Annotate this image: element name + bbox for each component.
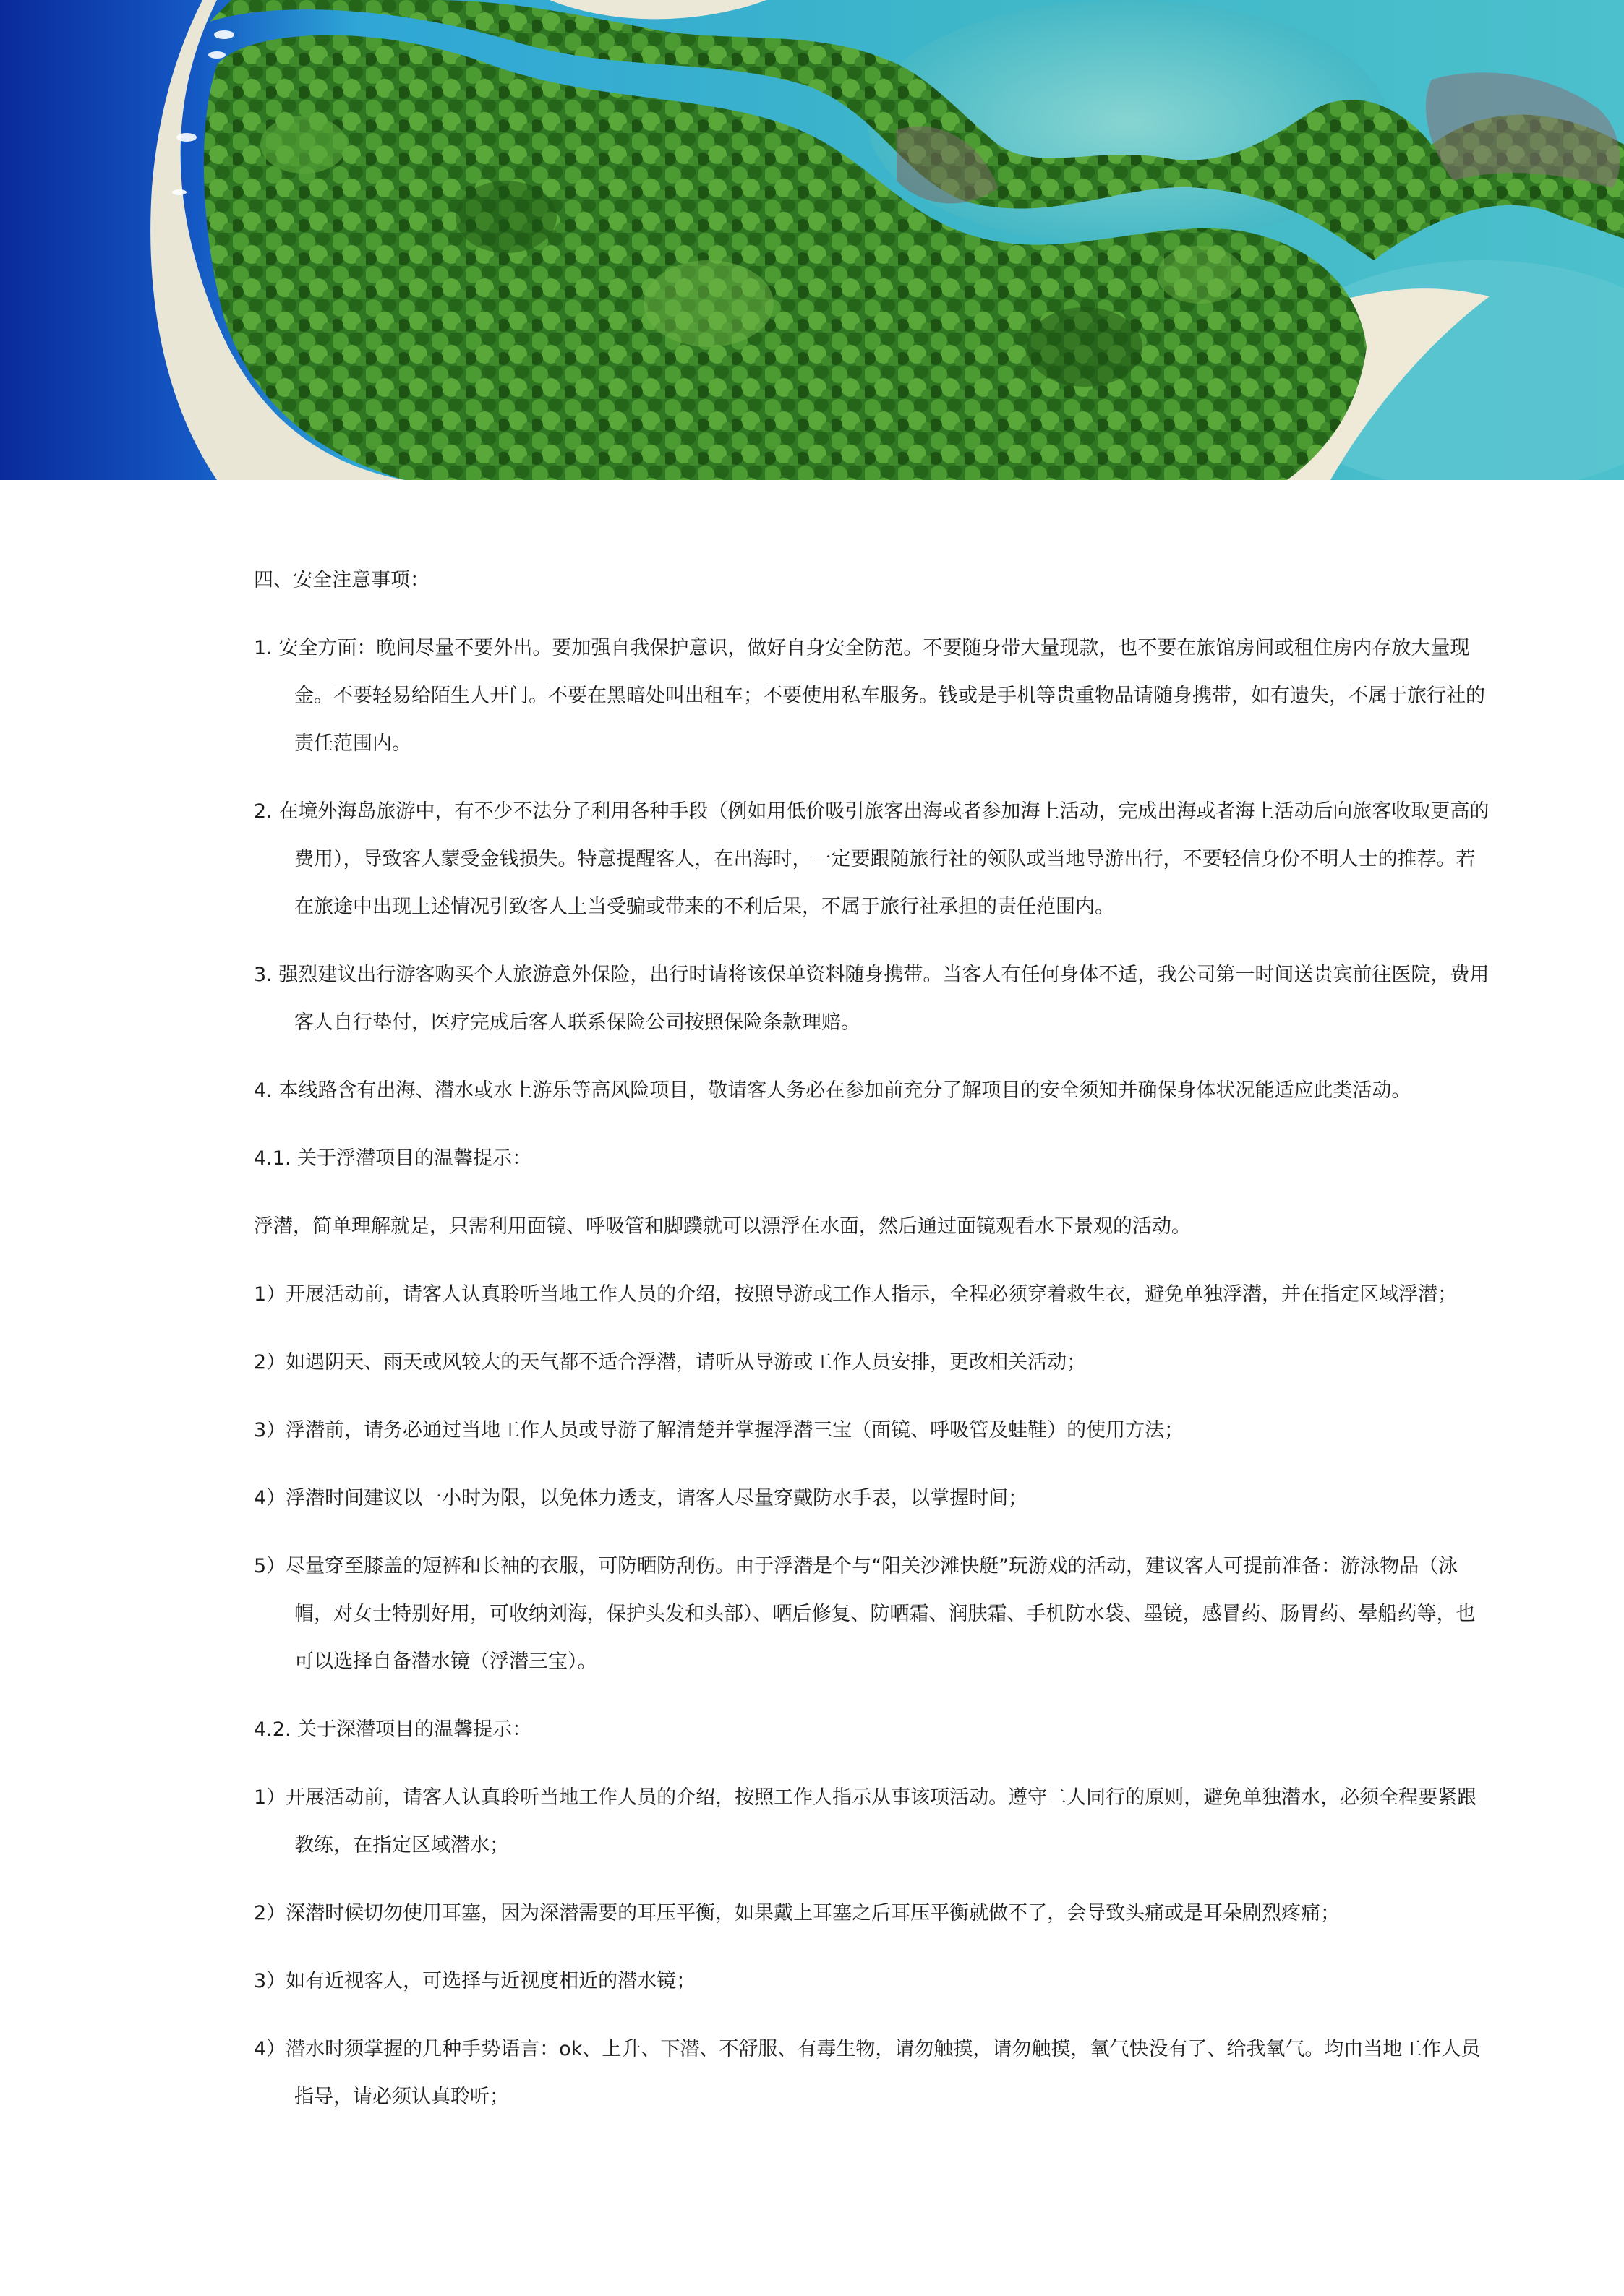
- note-item: 2）如遇阴天、雨天或风较大的天气都不适合浮潜，请听从导游或工作人员安排，更改相关活动；: [254, 1351, 1087, 1374]
- note-item: 2. 在境外海岛旅游中，有不少不法分子利用各种手段（例如用低价吸引旅客出海或者参加海上活动，完成出海或者海上活动后向旅客收取更高的费用），导致客人蒙受金钱损失。特意提醒客人，在出海时，一定要跟随旅行社的领队或当地导游出行，不要轻信身份不明人士的推荐。若在旅途中出现上述情况引致客人上当受骗或带来的不利后果，不属于旅行社承担的责任范围内。: [254, 800, 1490, 918]
- note-item: 4）浮潜时间建议以一小时为限，以免体力透支，请客人尽量穿戴防水手表，以掌握时间；: [254, 1487, 1028, 1509]
- section-heading: 四、安全注意事项：: [254, 569, 429, 591]
- note-item: 5）尽量穿至膝盖的短裤和长袖的衣服，可防晒防刮伤。由于浮潜是个与“阳关沙滩快艇”玩游戏的活动，建议客人可提前准备：游泳物品（泳帽，对女士特别好用，可收纳刘海，保护头发和头部）、晒后修复、防晒霜、润肤霜、手机防水袋、墨镜，感冒药、肠胃药、晕船药等，也可以选择自备潜水镜（浮潜三宝）。: [254, 1555, 1476, 1673]
- hero-island-photo: [0, 0, 1624, 480]
- note-item: 2）深潜时候切勿使用耳塞，因为深潜需要的耳压平衡，如果戴上耳塞之后耳压平衡就做不了，会导致头痛或是耳朵剧烈疼痛；: [254, 1902, 1341, 1924]
- safety-notes-section: [254, 557, 1494, 2141]
- notes-list: [254, 625, 1494, 2121]
- island-aerial-image: [0, 0, 1624, 480]
- note-paragraph: 4.1. 关于浮潜项目的温馨提示：: [254, 1147, 532, 1170]
- note-item: 1）开展活动前，请客人认真聆听当地工作人员的介绍，按照导游或工作人指示，全程必须穿着救生衣，避免单独浮潜，并在指定区域浮潜；: [254, 1283, 1458, 1306]
- note-item: 3）如有近视客人，可选择与近视度相近的潜水镜；: [254, 1970, 696, 1992]
- note-item: 1. 安全方面：晚间尽量不要外出。要加强自我保护意识，做好自身安全防范。不要随身带大量现款，也不要在旅馆房间或租住房内存放大量现金。不要轻易给陌生人开门。不要在黑暗处叫出租车；不要使用私车服务。钱或是手机等贵重物品请随身携带，如有遗失，不属于旅行社的责任范围内。: [254, 637, 1485, 755]
- note-item: 1）开展活动前，请客人认真聆听当地工作人员的介绍，按照工作人指示从事该项活动。遵守二人同行的原则，避免单独潜水，必须全程要紧跟教练，在指定区域潜水；: [254, 1786, 1477, 1856]
- note-item: 4）潜水时须掌握的几种手势语言：ok、上升、下潜、不舒服、有毒生物，请勿触摸，请勿触摸，氧气快没有了、给我氧气。均由当地工作人员指导，请必须认真聆听；: [254, 2038, 1481, 2108]
- note-item: 4. 本线路含有出海、潜水或水上游乐等高风险项目，敬请客人务必在参加前充分了解项目的安全须知并确保身体状况能适应此类活动。: [254, 1079, 1411, 1102]
- note-paragraph: 浮潜，简单理解就是，只需利用面镜、呼吸管和脚蹼就可以漂浮在水面，然后通过面镜观看水下景观的活动。: [254, 1215, 1191, 1238]
- note-paragraph: 4.2. 关于深潜项目的温馨提示：: [254, 1718, 532, 1741]
- note-item: 3）浮潜前，请务必通过当地工作人员或导游了解清楚并掌握浮潜三宝（面镜、呼吸管及蛙鞋）的使用方法；: [254, 1419, 1184, 1442]
- note-item: 3. 强烈建议出行游客购买个人旅游意外保险，出行时请将该保单资料随身携带。当客人有任何身体不适，我公司第一时间送贵宾前往医院，费用客人自行垫付，医疗完成后客人联系保险公司按照保险条款理赔。: [254, 964, 1490, 1034]
